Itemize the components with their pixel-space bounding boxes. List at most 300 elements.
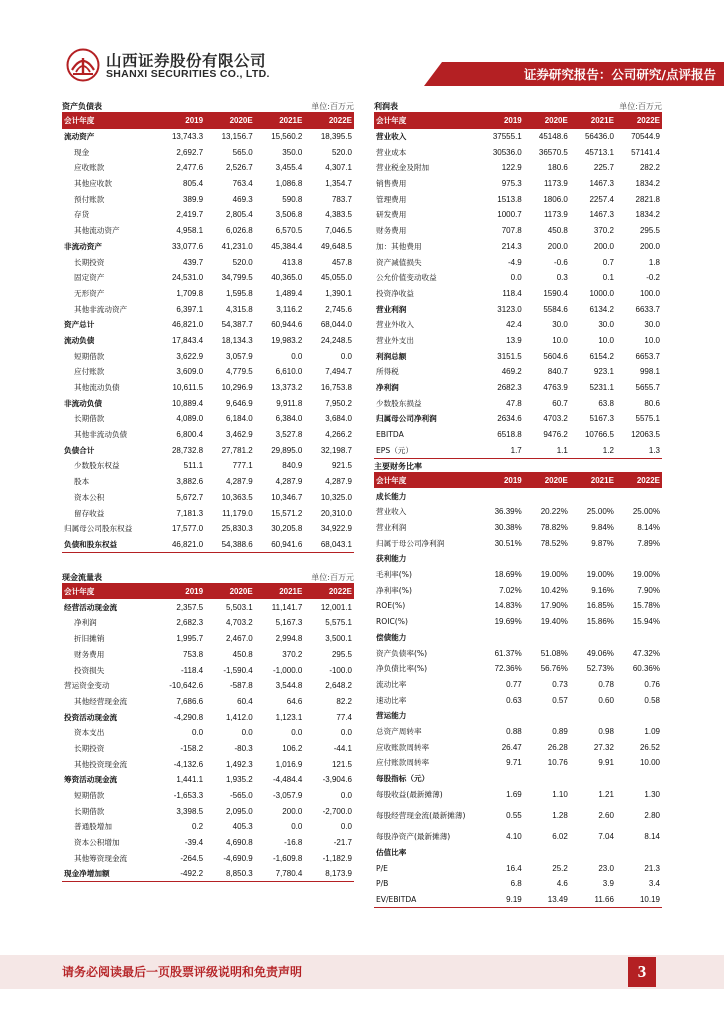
row-value: 0.1 xyxy=(602,273,614,283)
row-value: 45,055.0 xyxy=(320,273,352,283)
table-row xyxy=(374,661,662,677)
row-value: 4,958.1 xyxy=(176,226,204,236)
row-value: 389.9 xyxy=(183,194,204,204)
row-label: 偿债能力 xyxy=(376,632,407,642)
row-value: 0.0 xyxy=(291,351,303,361)
row-label: 总资产周转率 xyxy=(376,726,422,736)
header-year: 2019 xyxy=(478,113,524,129)
row-value: 7.90% xyxy=(637,585,660,595)
row-value: 1.3 xyxy=(616,442,662,458)
row-value: 840.9 xyxy=(282,461,303,471)
row-value: 6.8 xyxy=(510,879,522,889)
row-value xyxy=(478,771,524,787)
row-value: 30536.0 xyxy=(492,147,522,157)
row-value: 78.82% xyxy=(540,523,568,533)
row-value xyxy=(478,488,524,504)
row-label: 资本支出 xyxy=(74,728,105,738)
row-value: 26.28 xyxy=(547,742,568,752)
company-name: 山西证券股份有限公司 xyxy=(106,52,267,70)
row-value xyxy=(524,845,570,861)
row-value: 7,780.4 xyxy=(255,866,305,882)
table-row xyxy=(374,317,662,333)
row-value: 9476.2 xyxy=(543,430,568,440)
row-value: 15.94% xyxy=(632,617,660,627)
row-value: 3,882.6 xyxy=(176,477,204,487)
row-value: 2,805.4 xyxy=(226,210,253,220)
row-label: 公允价值变动收益 xyxy=(376,273,437,283)
disclaimer: 请务必阅读最后一页股票评级说明和免责声明 xyxy=(62,965,303,979)
row-value: 225.7 xyxy=(593,163,614,173)
table-row xyxy=(62,835,354,851)
row-value: 1.30 xyxy=(644,789,660,799)
row-value: 77.4 xyxy=(336,712,352,722)
row-value: 1.69 xyxy=(506,789,522,799)
row-value: -3,904.6 xyxy=(322,775,352,785)
row-value: 4703.2 xyxy=(543,414,568,424)
row-value: 24,531.0 xyxy=(171,273,204,283)
row-value: 17,577.0 xyxy=(171,524,204,534)
row-label: 其他流动资产 xyxy=(74,226,120,236)
row-value: 1,441.1 xyxy=(176,775,204,785)
row-label: 长期投资 xyxy=(74,257,105,267)
row-value: 9.16% xyxy=(591,585,614,595)
row-value: 54,388.6 xyxy=(205,537,255,553)
table-row xyxy=(62,772,354,788)
row-value: 0.78 xyxy=(598,679,614,689)
row-label: 营业收入 xyxy=(376,132,407,142)
page-header xyxy=(0,0,724,92)
row-label: 现金 xyxy=(74,147,90,157)
row-value xyxy=(570,551,616,567)
row-value: 45148.6 xyxy=(538,132,568,142)
row-label: 其他筹资现金流 xyxy=(74,853,128,863)
table-row xyxy=(374,860,662,876)
balance-sheet-title: 资产负债表 xyxy=(62,102,102,111)
row-value: 1,595.8 xyxy=(226,288,253,298)
row-value: 10.19 xyxy=(616,892,662,908)
row-value: 0.73 xyxy=(552,679,568,689)
row-value: 9.19 xyxy=(478,892,524,908)
row-label: 营业外收入 xyxy=(376,320,414,330)
row-label: 流动资产 xyxy=(64,132,95,142)
right-column xyxy=(374,98,662,908)
table-row xyxy=(374,333,662,349)
row-value: 0.88 xyxy=(506,726,522,736)
row-label: 投资损失 xyxy=(74,665,105,675)
table-row xyxy=(374,270,662,286)
row-value: 3,609.0 xyxy=(176,367,204,377)
row-label: 现金净增加额 xyxy=(62,866,155,882)
row-value: 26.47 xyxy=(501,742,522,752)
table-row xyxy=(62,223,354,239)
row-value: 2634.6 xyxy=(497,414,522,424)
row-value: 0.55 xyxy=(506,811,522,821)
table-row xyxy=(374,614,662,630)
row-value: 4,690.8 xyxy=(226,838,253,848)
row-value: 40,365.0 xyxy=(271,273,303,283)
row-value: 1834.2 xyxy=(635,179,660,189)
table-header-row xyxy=(62,584,354,600)
row-value: 18,134.3 xyxy=(221,335,253,345)
table-row xyxy=(62,725,354,741)
row-value xyxy=(524,708,570,724)
row-value: 1000.7 xyxy=(497,210,522,220)
row-value: 1.10 xyxy=(552,789,568,799)
row-value: 18.69% xyxy=(494,570,522,580)
row-value: 11,179.0 xyxy=(222,508,253,518)
row-value: 5,167.3 xyxy=(275,618,303,628)
page-number: 3 xyxy=(628,957,656,987)
table-row xyxy=(62,144,354,160)
row-value: 19.69% xyxy=(494,617,522,627)
row-value: 12,001.1 xyxy=(320,602,352,612)
table-row xyxy=(62,490,354,506)
row-value: 1467.3 xyxy=(589,210,614,220)
row-value: 2,419.7 xyxy=(176,210,204,220)
row-value xyxy=(524,630,570,646)
row-label: 存货 xyxy=(74,210,90,220)
row-value: 20,310.0 xyxy=(320,508,352,518)
row-value: 19.00% xyxy=(586,570,614,580)
row-value: 370.2 xyxy=(282,649,303,659)
row-value: 4,779.5 xyxy=(226,367,253,377)
row-value: 9,911.8 xyxy=(276,398,303,408)
table-row xyxy=(374,427,662,443)
table-row xyxy=(62,741,354,757)
table-row xyxy=(62,647,354,663)
row-label: P/E xyxy=(376,863,388,873)
row-value: 200.0 xyxy=(547,241,568,251)
row-value: 15,571.2 xyxy=(271,508,303,518)
row-value: 23.0 xyxy=(598,863,614,873)
row-value: 370.2 xyxy=(593,226,614,236)
row-label: 流动负债 xyxy=(64,335,95,345)
table-row xyxy=(374,739,662,755)
row-value: 9.87% xyxy=(591,538,614,548)
row-value: 10,346.7 xyxy=(271,492,303,502)
row-value: 21.3 xyxy=(644,863,660,873)
left-column xyxy=(62,98,354,882)
row-value: 60,941.6 xyxy=(255,537,305,553)
row-value: 6,800.4 xyxy=(176,430,204,440)
row-value: 1.1 xyxy=(524,442,570,458)
row-label: 非流动资产 xyxy=(64,241,102,251)
table-row xyxy=(374,755,662,771)
row-value: -16.8 xyxy=(284,838,303,848)
row-value: 1,709.8 xyxy=(176,288,204,298)
income-statement-table xyxy=(374,113,662,459)
header-year: 2020E xyxy=(524,113,570,129)
table-row xyxy=(374,301,662,317)
row-value: 511.1 xyxy=(183,461,204,471)
table-row xyxy=(374,829,662,845)
row-value: 783.7 xyxy=(331,194,352,204)
row-label: 净负债比率(%) xyxy=(376,664,428,674)
row-label: 营运资金变动 xyxy=(64,681,110,691)
table-row xyxy=(62,788,354,804)
row-value: 60,944.6 xyxy=(271,320,303,330)
row-value: 0.58 xyxy=(644,695,660,705)
row-label: 研发费用 xyxy=(376,210,407,220)
row-value: 0.0 xyxy=(191,728,204,738)
row-value: 46,821.0 xyxy=(171,320,204,330)
row-value: 68,044.0 xyxy=(320,320,352,330)
row-value: 200.0 xyxy=(639,241,660,251)
table-row xyxy=(62,709,354,725)
row-value: 5,503.1 xyxy=(226,602,253,612)
row-value xyxy=(570,630,616,646)
ratios-title: 主要财务比率 xyxy=(374,461,422,471)
row-value: -4,132.6 xyxy=(173,759,204,769)
table-row xyxy=(62,615,354,631)
row-value: 2,477.6 xyxy=(176,163,204,173)
row-value: 16.85% xyxy=(586,601,614,611)
table-row xyxy=(374,207,662,223)
row-value: 63.8 xyxy=(598,398,614,408)
row-label: 资产总计 xyxy=(64,320,95,330)
row-value: 1,123.1 xyxy=(275,712,303,722)
row-value: 1173.9 xyxy=(543,179,568,189)
row-value: 0.89 xyxy=(552,726,568,736)
row-value: 100.0 xyxy=(639,288,660,298)
row-value: 70544.9 xyxy=(631,132,660,142)
row-value: 5604.6 xyxy=(543,351,568,361)
row-value: 52.73% xyxy=(586,664,614,674)
table-row xyxy=(62,803,354,819)
table-row xyxy=(374,630,662,646)
company-name-en: SHANXI SECURITIES CO., LTD. xyxy=(106,68,270,80)
header-year: 2021E xyxy=(570,473,616,489)
row-value: 13.9 xyxy=(506,335,522,345)
row-value: 405.3 xyxy=(232,822,253,832)
row-label: 应收账款周转率 xyxy=(376,742,430,752)
row-value xyxy=(478,630,524,646)
row-value: 14.83% xyxy=(494,601,522,611)
row-value: -158.2 xyxy=(180,743,204,753)
row-value: 4,287.9 xyxy=(226,477,253,487)
row-value: 45713.1 xyxy=(584,147,614,157)
table-row xyxy=(62,333,354,349)
header-year: 2019 xyxy=(478,473,524,489)
row-value: 25.00% xyxy=(586,507,614,517)
row-value: 25,830.3 xyxy=(221,524,253,534)
row-value xyxy=(616,630,662,646)
row-value: -0.6 xyxy=(554,257,568,267)
ratios-title-bar xyxy=(374,459,662,473)
row-value: 7,950.2 xyxy=(325,398,352,408)
row-value: 200.0 xyxy=(593,241,614,251)
row-value xyxy=(616,845,662,861)
table-row xyxy=(374,239,662,255)
row-value: 0.7 xyxy=(602,257,614,267)
row-value: 27,781.2 xyxy=(221,445,253,455)
row-value xyxy=(570,708,616,724)
table-row xyxy=(62,411,354,427)
row-value: -4,484.4 xyxy=(272,775,303,785)
row-label: EBITDA xyxy=(376,430,404,440)
row-value: 5584.6 xyxy=(543,304,568,314)
row-value: 180.6 xyxy=(547,163,568,173)
table-row xyxy=(374,223,662,239)
header-year: 2020E xyxy=(205,113,255,129)
row-value: 30.38% xyxy=(494,523,522,533)
table-row xyxy=(374,176,662,192)
income-statement-unit: 单位:百万元 xyxy=(619,102,662,111)
row-label: EPS（元） xyxy=(374,442,478,458)
row-value: 1.7 xyxy=(478,442,524,458)
row-value: 1.8 xyxy=(648,257,660,267)
balance-sheet-unit: 单位:百万元 xyxy=(311,102,354,111)
row-value: 6,570.5 xyxy=(275,226,303,236)
row-label: 投资活动现金流 xyxy=(64,712,118,722)
table-row xyxy=(374,380,662,396)
row-value: 975.3 xyxy=(501,179,522,189)
row-value: -2,700.0 xyxy=(322,806,352,816)
row-value: 13,743.3 xyxy=(171,132,204,142)
cash-flow-title-bar xyxy=(62,569,354,584)
row-value: 19.00% xyxy=(632,570,660,580)
row-value: 49,648.5 xyxy=(320,241,352,251)
row-value: 5231.1 xyxy=(589,383,614,393)
row-label: 营业成本 xyxy=(376,147,407,157)
table-row xyxy=(62,364,354,380)
row-value: 5167.3 xyxy=(589,414,614,424)
row-value: 439.7 xyxy=(183,257,204,267)
row-value: 11.66 xyxy=(570,892,616,908)
row-label: 其他流动负债 xyxy=(74,383,120,393)
row-value: 6,184.0 xyxy=(226,414,253,424)
row-value: 10,611.5 xyxy=(172,383,204,393)
row-value: 20.22% xyxy=(540,507,568,517)
row-label: P/B xyxy=(376,879,389,889)
row-value: 1,354.7 xyxy=(325,179,352,189)
row-value: 60.7 xyxy=(552,398,568,408)
row-value: 30.0 xyxy=(644,320,660,330)
row-value: 30,205.8 xyxy=(271,524,303,534)
row-value: 0.2 xyxy=(191,822,204,832)
balance-sheet-title-bar xyxy=(62,98,354,113)
row-value: 8.14% xyxy=(637,523,660,533)
row-value: 29,895.0 xyxy=(271,445,303,455)
row-label: 无形资产 xyxy=(74,288,105,298)
row-value: 37555.1 xyxy=(492,132,522,142)
table-row xyxy=(62,380,354,396)
row-value: 6518.8 xyxy=(497,430,522,440)
header-label: 会计年度 xyxy=(62,584,155,600)
row-value: 840.7 xyxy=(547,367,568,377)
row-value: 0.0 xyxy=(340,791,352,801)
row-value: 2,745.6 xyxy=(325,304,352,314)
table-row xyxy=(62,270,354,286)
row-value: 0.0 xyxy=(291,822,303,832)
row-value: -44.1 xyxy=(333,743,352,753)
income-statement-title-bar xyxy=(374,98,662,113)
row-value: 3,116.2 xyxy=(276,304,303,314)
row-value: 2,095.0 xyxy=(226,806,253,816)
header-year: 2019 xyxy=(155,584,205,600)
row-value xyxy=(616,771,662,787)
table-row xyxy=(62,442,354,458)
row-label: 其他经营现金流 xyxy=(74,696,128,706)
table-row xyxy=(374,551,662,567)
table-row xyxy=(374,876,662,892)
row-value: 60.4 xyxy=(237,696,253,706)
table-row xyxy=(374,845,662,861)
row-value: 28,732.8 xyxy=(171,445,204,455)
row-label: 应付账款 xyxy=(74,367,105,377)
row-value: 49.06% xyxy=(586,648,614,658)
row-label: 销售费用 xyxy=(376,179,407,189)
row-label: 经营活动现金流 xyxy=(64,602,118,612)
row-value: 8,173.9 xyxy=(304,866,354,882)
row-value: 520.0 xyxy=(331,147,352,157)
row-value: 41,231.0 xyxy=(221,241,253,251)
row-value: 82.2 xyxy=(336,696,352,706)
table-row xyxy=(374,191,662,207)
row-label: 财务费用 xyxy=(376,226,407,236)
row-value: 15,560.2 xyxy=(271,132,303,142)
table-row xyxy=(62,694,354,710)
row-value: 1,412.0 xyxy=(226,712,253,722)
row-value xyxy=(524,771,570,787)
row-value: -492.2 xyxy=(155,866,205,882)
row-value xyxy=(616,551,662,567)
cash-flow-unit: 单位:百万元 xyxy=(311,572,354,582)
row-value: 295.5 xyxy=(639,226,660,236)
row-value: 18,395.5 xyxy=(320,132,352,142)
report-type: 证券研究报告：公司研究/点评报告 xyxy=(523,67,716,82)
row-value: 7,494.7 xyxy=(325,367,352,377)
row-label: 净利润 xyxy=(376,383,399,393)
row-value: -1,182.9 xyxy=(322,853,352,863)
table-row xyxy=(62,537,354,553)
table-row xyxy=(374,645,662,661)
row-value: 2,682.3 xyxy=(176,618,204,628)
row-value: -80.3 xyxy=(234,743,253,753)
row-value: 4,307.1 xyxy=(325,163,352,173)
table-row xyxy=(374,348,662,364)
row-value: 3,506.8 xyxy=(275,210,303,220)
row-value: 9,646.9 xyxy=(226,398,253,408)
table-row xyxy=(374,395,662,411)
row-label: ROIC(%) xyxy=(376,617,408,627)
row-label: 净利润 xyxy=(74,618,97,628)
row-value: 3,527.8 xyxy=(275,430,303,440)
row-label: 长期投资 xyxy=(74,743,105,753)
row-value: 350.0 xyxy=(282,147,303,157)
ratios-table xyxy=(374,473,662,908)
row-value: 24,248.5 xyxy=(320,335,352,345)
row-label: 营运能力 xyxy=(376,711,407,721)
row-value: 10,296.9 xyxy=(221,383,253,393)
row-value: 56436.0 xyxy=(584,132,614,142)
row-value: 2,526.7 xyxy=(226,163,253,173)
row-label: 普通股增加 xyxy=(74,822,112,832)
row-value: 122.9 xyxy=(501,163,522,173)
row-value: 51.08% xyxy=(540,648,568,658)
row-value xyxy=(570,845,616,861)
row-label: 毛利率(%) xyxy=(376,570,412,580)
row-label: 投资净收益 xyxy=(376,288,414,298)
row-value: 19.40% xyxy=(540,617,568,627)
row-value: -10,642.6 xyxy=(169,681,204,691)
row-value: 0.76 xyxy=(644,679,660,689)
row-value: -39.4 xyxy=(184,838,204,848)
balance-sheet-table xyxy=(62,113,354,553)
row-label: 速动比率 xyxy=(376,695,407,705)
row-value: 3,500.1 xyxy=(325,634,352,644)
row-value: 2.60 xyxy=(598,811,614,821)
